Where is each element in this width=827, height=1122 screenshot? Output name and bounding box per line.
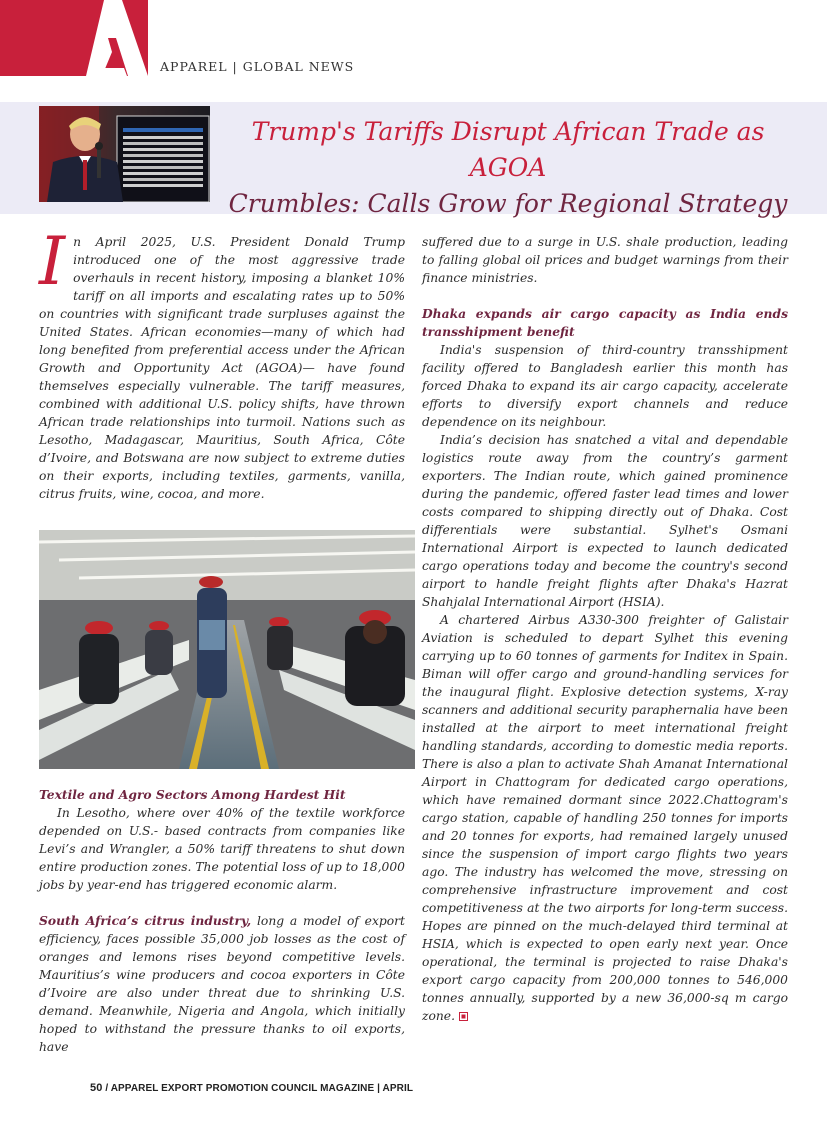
drop-cap: I: [39, 223, 66, 300]
speaker-photo: [39, 106, 210, 202]
citrus-text: long a model of export efficiency, faces possible 35,000 job losses as the cost of oranges and lemons rises beyond competitive levels. Mauritius’s wine producers and cocoa exporters in Côte d’Ivoire are also under threat due to shrinking U.S. demand. Meanwhile, Nigeria and Angola, which initially hoped to withstand the pressure thanks to oil exports, have: [39, 914, 405, 1054]
right-column-text: [422, 233, 788, 1025]
subhead-citrus: South Africa’s citrus industry,: [39, 913, 252, 928]
dhaka-paragraph-3-text: A chartered Airbus A330-300 freighter of Galistair Aviation is scheduled to depart Sylhet this evening carrying up to 60 tonnes of garments for Inditex in Spain. Biman will offer cargo and ground-handling services for the inaugural flight. Explosive detection systems, X-ray scanners and additional security paraphernalia have been installed at the airport to meet international freight handling standards, according to domestic media reports. There is also a plan to activate Shah Amanat International Airport in Chattogram for dedicated cargo operations, which have remained dormant since 2022.Chattogram's cargo station, capable of handling 250 tonnes for imports and 20 tonnes for exports, had remained largely unused since the suspension of import cargo flights two years ago. The industry has welcomed the move, stressing on comprehensive infrastructure improvement and cost competitiveness at the two airports for long-term success. Hopes are pinned on the much-delayed third terminal at HSIA, which is expected to open early next year. Once operational, the terminal is projected to raise Dhaka's export cargo capacity from 200,000 tonnes to 546,000 tonnes annually, supported by a new 36,000-sq m cargo zone.: [422, 613, 788, 1023]
left-lower-text: [39, 786, 405, 1056]
title-line-2: Crumbles: Calls Grow for Regional Strategy: [228, 189, 788, 218]
article-title: [218, 114, 798, 222]
title-line-1: Trump's Tariffs Disrupt African Trade as AGOA: [251, 117, 765, 182]
footer-separator: /: [102, 1083, 111, 1094]
magazine-logo: [0, 0, 148, 76]
dhaka-paragraph-1: India's suspension of third-country transshipment facility offered to Bangladesh earlier this month has forced Dhaka to expand its air cargo capacity, accelerate efforts to diversify export channels and reduce dependence on its neighbour.: [422, 343, 788, 429]
publication-name: APPAREL EXPORT PROMOTION COUNCIL MAGAZINE | APRIL: [110, 1083, 414, 1094]
textile-paragraph: In Lesotho, where over 40% of the textile workforce depended on U.S.- based contracts from companies like Levi’s and Wrangler, a 50% tariff threatens to shut down entire production zones. The potential loss of up to 18,000 jobs by year-end has triggered economic alarm.: [39, 806, 405, 892]
subhead-dhaka: Dhaka expands air cargo capacity as India ends transshipment benefit: [422, 306, 788, 339]
intro-text: n April 2025, U.S. President Donald Trump introduced one of the most aggressive trade overhauls in recent history, imposing a blanket 10% tariff on all imports and escalating rates up to 50% on countries with significant trade surpluses against the United States. African economies—many of which had long benefited from preferential access under the African Growth and Opportunity Act (AGOA)— have found themselves especially vulnerable. The tariff measures, combined with additional U.S. policy shifts, have thrown African trade relationships into turmoil. Nations such as Lesotho, Madagascar, Mauritius, South Africa, Côte d’Ivoire, and Botswana are now subject to extreme duties on their exports, including textiles, garments, vanilla, citrus fruits, wine, cocoa, and more.: [39, 235, 405, 501]
page-number: 50: [90, 1082, 103, 1094]
dhaka-paragraph-2: India’s decision has snatched a vital and dependable logistics route away from the country’s garment exporters. The Indian route, which gained prominence during the pandemic, offered faster lead times and lower costs compared to shipping directly out of Dhaka. Cost differentials were substantial. Sylhet's Osmani International Airport is expected to launch dedicated cargo operations today and become the country's second airport to handle freight flights after Dhaka's Hazrat Shahjalal International Airport (HSIA).: [422, 433, 788, 609]
intro-paragraph: [39, 223, 405, 503]
section-label: APPAREL | GLOBAL NEWS: [160, 59, 355, 74]
page-footer: [90, 1082, 413, 1094]
dhaka-paragraph-3: [422, 611, 788, 1025]
continued-paragraph: suffered due to a surge in U.S. shale production, leading to falling global oil prices and budget warnings from their finance ministries.: [422, 235, 788, 285]
subhead-textile-agro: Textile and Agro Sectors Among Hardest Hit: [39, 787, 346, 802]
citrus-paragraph: [39, 912, 405, 1056]
factory-photo: [39, 530, 415, 769]
end-of-article-icon: [459, 1012, 468, 1021]
